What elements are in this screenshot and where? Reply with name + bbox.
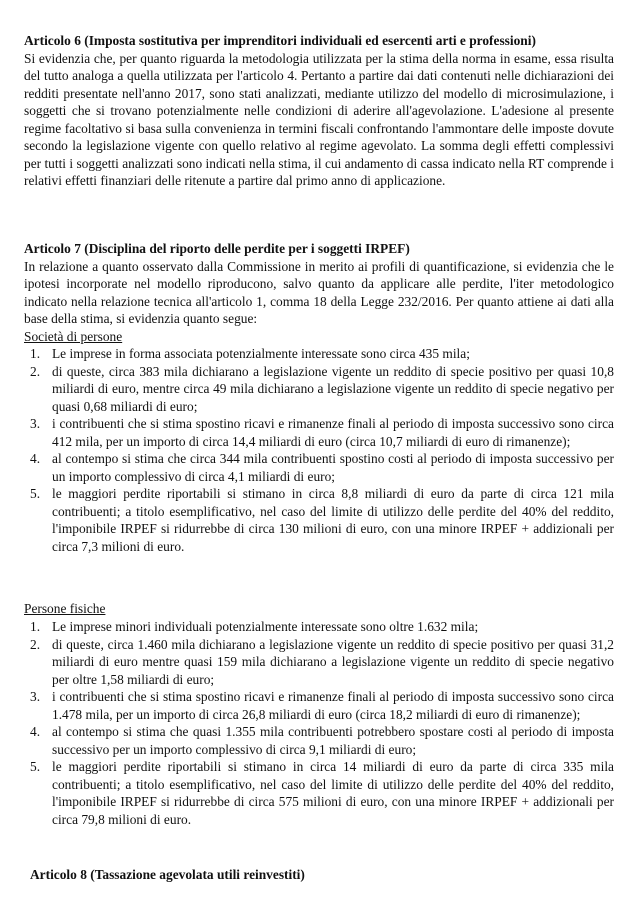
societa-subtitle: Società di persone — [24, 328, 123, 344]
item-number: 5. — [30, 486, 41, 501]
item-text: le maggiori perdite riportabili si stimano in circa 14 miliardi di euro da parte di circa 335 mila contribuenti; a titolo esemplificativo, nel caso del limite di utilizzo delle perdite del 40% del reddito, l'imponibile IRPEF si ridurrebbe di circa 575 milioni di euro, con una minore IRPEF + addizionali per circa 79,8 milioni di euro. — [52, 759, 614, 827]
item-number: 2. — [30, 636, 41, 652]
article-6-title: Articolo 6 (Imposta sostitutiva per imprenditori individuali ed esercenti arti e professioni) — [24, 33, 536, 48]
article-7-intro: In relazione a quanto osservato dalla Commissione in merito ai profili di quantificazione, si evidenzia che le ipotesi incorporate nel modello riproducono, salvo quanto da applicare alle perdite, l'iter metodologico indicato nella relazione tecnica all'articolo 1, comma 18 della Legge 232/2016. Per quanto attiene ai dati alla base della stima, si evidenzia quanto segue: — [24, 258, 614, 326]
item-text: i contribuenti che si stima spostino ricavi e rimanenze finali al periodo di imposta successivo sono circa 412 mila, per un importo di circa 14,4 miliardi di euro (circa 10,7 miliardi di euro di rimanenze); — [52, 416, 614, 449]
item-text: al contempo si stima che circa 344 mila contribuenti spostino costi al periodo di imposta successivo per un importo complessivo di circa 4,1 miliardi di euro; — [52, 451, 614, 484]
item-text: Le imprese minori individuali potenzialmente interessate sono oltre 1.632 mila; — [52, 619, 479, 634]
item-number: 1. — [30, 619, 41, 634]
list-item — [24, 636, 614, 689]
list-item — [24, 485, 614, 555]
item-number: 5. — [30, 759, 41, 774]
item-number: 2. — [30, 363, 41, 379]
item-text: di queste, circa 383 mila dichiarano a legislazione vigente un reddito di specie positivo per quasi 10,8 miliardi di euro, mentre circa 49 mila dichiarano a legislazione vigente un reddito di specie negativo per quasi 0,68 miliardi di euro; — [52, 363, 614, 414]
list-item — [24, 450, 614, 485]
persone-fisiche-subtitle: Persone fisiche — [24, 601, 106, 616]
list-item — [24, 363, 614, 416]
item-number: 4. — [30, 451, 41, 466]
list-item — [24, 415, 614, 450]
item-text: i contribuenti che si stima spostino ricavi e rimanenze finali al periodo di imposta successivo sono circa 1.478 mila, per un importo di circa 26,8 miliardi di euro (circa 18,2 miliardi di euro di rimanenze); — [52, 689, 614, 722]
item-number: 3. — [30, 416, 41, 431]
article-7-title: Articolo 7 (Disciplina del riporto delle perdite per i soggetti IRPEF) — [24, 241, 410, 256]
item-text: al contempo si stima che quasi 1.355 mila contribuenti potrebbero spostare costi al periodo di imposta successivo per un importo complessivo di circa 9,1 miliardi di euro; — [52, 724, 614, 757]
article-6-section — [24, 32, 614, 190]
societa-list — [24, 345, 614, 555]
item-text: le maggiori perdite riportabili si stimano in circa 8,8 miliardi di euro da parte di circa 121 mila contribuenti; a titolo esemplificativo, nel caso del limite di utilizzo delle perdite del 40% del reddito, l'imponibile IRPEF si ridurrebbe di circa 130 milioni di euro, con una minore IRPEF + addizionali per circa 7,3 milioni di euro. — [52, 486, 614, 554]
item-number: 1. — [30, 346, 41, 361]
list-item — [24, 345, 614, 363]
article-6-body: Si evidenzia che, per quanto riguarda la metodologia utilizzata per la stima della norma in esame, essa risulta del tutto analoga a quella utilizzata per l'articolo 4. Pertanto a partire dai dati contenuti nelle dichiarazioni dei redditi presentate nell'anno 2017, sono stati analizzati, mediante utilizzo del modello di microsimulazione, i soggetti che si trovano potenzialmente nelle condizioni di aderire all'agevolazione. L'adesione al presente regime facoltativo si basa sulla convenienza in termini fiscali confrontando l'ammontare delle imposte dovute secondo la legislazione vigente con quello relativo al regime agevolato. La somma degli effetti complessivi per tutti i soggetti analizzati sono indicati nella stima, il cui andamento di cassa indicato nella RT comprende i relativi effetti finanziari delle ritenute a partire dal primo anno di applicazione. — [24, 50, 614, 188]
item-number: 4. — [30, 724, 41, 739]
article-7-section — [24, 240, 614, 555]
item-text: Le imprese in forma associata potenzialmente interessate sono circa 435 mila; — [52, 346, 470, 361]
list-item — [24, 758, 614, 828]
persone-fisiche-list — [24, 618, 614, 828]
item-number: 3. — [30, 689, 41, 704]
article-8-title: Articolo 8 (Tassazione agevolata utili reinvestiti) — [30, 867, 305, 882]
list-item — [24, 618, 614, 636]
list-item — [24, 688, 614, 723]
item-text: di queste, circa 1.460 mila dichiarano a legislazione vigente un reddito di specie positivo per quasi 31,2 miliardi di euro mentre quasi 159 mila dichiarano a legislazione vigente un reddito di specie negativo per oltre 1,58 miliardi di euro; — [52, 636, 614, 687]
list-item — [24, 723, 614, 758]
